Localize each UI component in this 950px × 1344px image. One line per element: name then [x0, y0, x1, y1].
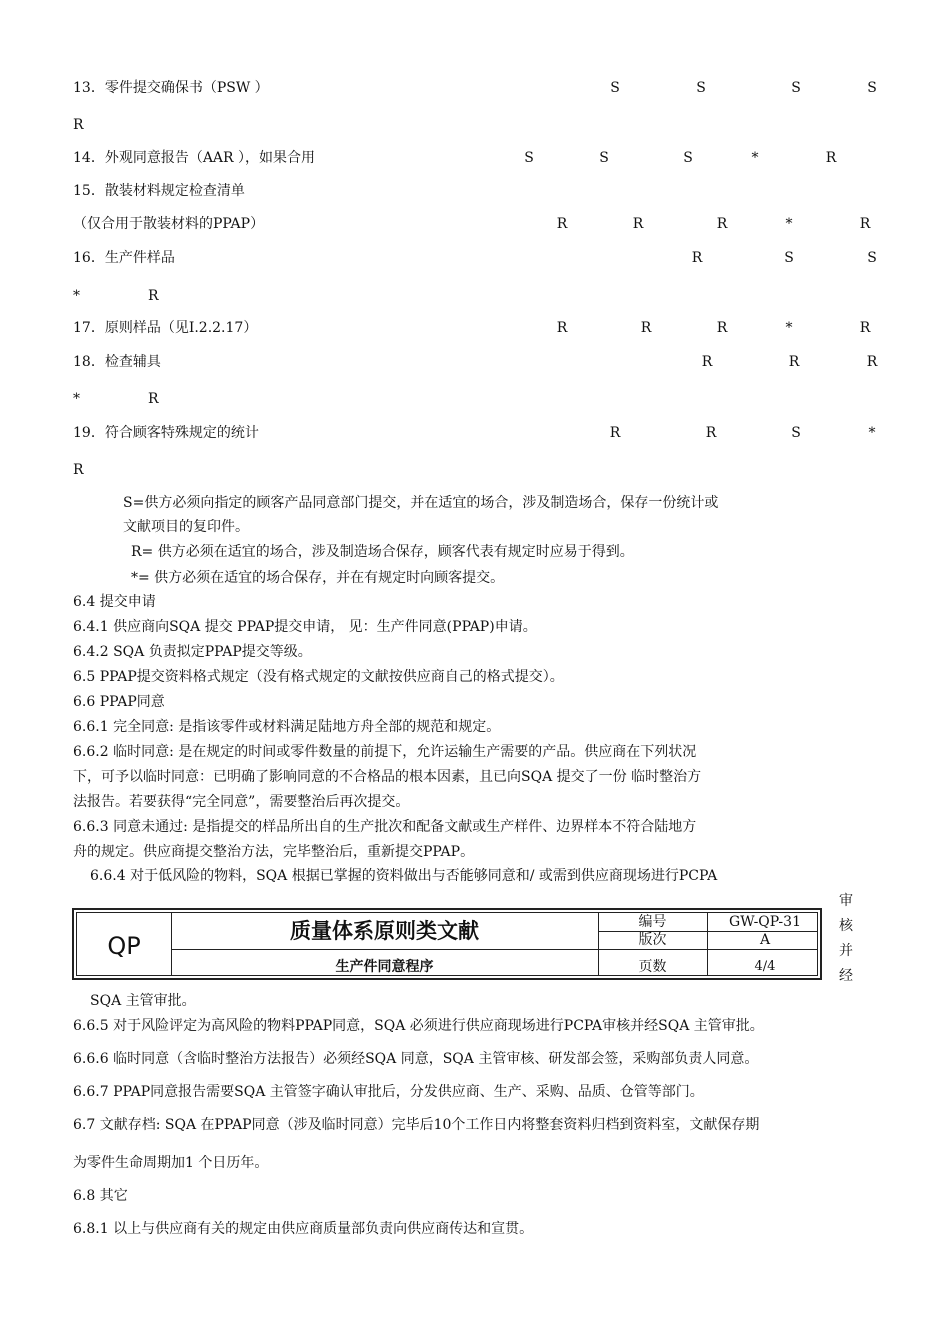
header-page-label: 页数 — [638, 959, 667, 975]
row-17-mark: R — [640, 320, 652, 336]
row-16-wrap-mark: * — [73, 288, 80, 304]
header-code-value: GW-QP-31 — [729, 914, 801, 930]
legend-r: R= 供方必须在适宜的场合，涉及制造场合保存，顾客代表有规定时应易于得到。 — [131, 544, 634, 560]
section-6-6-3-line-1: 6.6.3 同意未通过: 是指提交的样品所出自的生产批次和配备文献或生产样件、边界样本不符合陆地方 — [73, 819, 697, 835]
row-19-mark: S — [791, 425, 801, 441]
legend-star: *= 供方必须在适宜的场合保存，并在有规定时向顾客提交。 — [131, 570, 505, 586]
section-6-6-4: 6.6.4 对于低风险的物料，SQA 根据已掌握的资料做出与否能够同意和/ 或需到供应商现场进行PCPA — [90, 868, 718, 884]
row-19-mark: * — [868, 425, 876, 441]
row-16-label: 16．生产件样品 — [73, 250, 175, 266]
row-13-label: 13．零件提交确保书（PSW ） — [73, 80, 269, 96]
row-19-wrap-mark: R — [73, 462, 84, 478]
section-6-4-2: 6.4.2 SQA 负责拟定PPAP提交等级。 — [73, 644, 312, 660]
section-6-6-4-end: SQA 主管审批。 — [90, 993, 196, 1009]
section-6-6-2-line-1: 6.6.2 临时同意: 是在规定的时间或零件数量的前提下，允许运输生产需要的产品。供应商在下列状况 — [73, 744, 697, 760]
row-19-mark: R — [609, 425, 621, 441]
row-15-sublabel: （仅合用于散装材料的PPAP） — [73, 216, 265, 232]
row-13-mark: S — [791, 80, 801, 96]
row-13-mark: S — [696, 80, 706, 96]
row-16-wrap-mark: R — [148, 288, 159, 304]
row-14-mark: S — [524, 150, 534, 166]
row-18-wrap-mark: R — [148, 391, 159, 407]
row-16-mark: S — [867, 250, 877, 266]
section-6-6-4-side-char: 经 — [839, 968, 853, 984]
section-6-4-1: 6.4.1 供应商向SQA 提交 PPAP提交申请， 见：生产件同意(PPAP)申请。 — [73, 619, 537, 635]
row-15-mark: R — [556, 216, 568, 232]
header-version-label: 版次 — [638, 932, 667, 948]
row-14-mark: S — [683, 150, 693, 166]
header-code-label: 编号 — [638, 914, 667, 930]
section-6-6-7: 6.6.7 PPAP同意报告需要SQA 主管签字确认审批后，分发供应商、生产、采购、品质、仓管等部门。 — [73, 1084, 704, 1100]
section-6-6-4-side-char: 并 — [839, 943, 853, 959]
row-19-mark: R — [705, 425, 717, 441]
header-title: 质量体系原则类文献 — [290, 918, 479, 943]
section-6-6: 6.6 PPAP同意 — [73, 694, 165, 710]
row-19-label: 19．符合顾客特殊规定的统计 — [73, 425, 259, 441]
section-6-6-5: 6.6.5 对于风险评定为高风险的物料PPAP同意，SQA 必须进行供应商现场进行PCPA审核并经SQA 主管审批。 — [73, 1018, 764, 1034]
document-header-table — [72, 908, 822, 980]
section-6-6-4-side-char: 审 — [839, 893, 853, 909]
section-6-8-1: 6.8.1 以上与供应商有关的规定由供应商质量部负责向供应商传达和宣贯。 — [73, 1221, 534, 1237]
row-17-label: 17．原则样品（见I.2.2.17） — [73, 320, 258, 336]
section-6-4: 6.4 提交申请 — [73, 594, 156, 610]
row-14-mark: * — [751, 150, 759, 166]
header-logo: QP — [107, 932, 141, 960]
section-6-6-2-line-2: 下，可予以临时同意：已明确了影响同意的不合格品的根本因素，且已向SQA 提交了一份 临时整治方 — [73, 769, 702, 785]
row-17-mark: R — [556, 320, 568, 336]
section-6-7-line-2: 为零件生命周期加1 个日历年。 — [73, 1155, 269, 1171]
row-14-mark: S — [599, 150, 609, 166]
row-18-label: 18．检查辅具 — [73, 354, 161, 370]
row-17-mark: R — [716, 320, 728, 336]
row-16-mark: R — [691, 250, 703, 266]
section-6-8: 6.8 其它 — [73, 1188, 128, 1204]
section-6-6-3-line-2: 舟的规定。供应商提交整治方法，完毕整治后，重新提交PPAP。 — [73, 844, 475, 860]
section-6-6-6: 6.6.6 临时同意（含临时整治方法报告）必须经SQA 同意，SQA 主管审核、研发部会签，采购部负责人同意。 — [73, 1051, 759, 1067]
row-13-mark: S — [610, 80, 620, 96]
header-version-value: A — [759, 932, 771, 948]
row-15-mark: * — [785, 216, 793, 232]
row-15-mark: R — [859, 216, 871, 232]
section-6-5: 6.5 PPAP提交资料格式规定（没有格式规定的文献按供应商自己的格式提交）。 — [73, 669, 564, 685]
row-18-wrap-mark: * — [73, 391, 80, 407]
row-18-mark: R — [866, 354, 878, 370]
row-13-wrap-mark: R — [73, 117, 84, 133]
row-15-mark: R — [632, 216, 644, 232]
row-16-mark: S — [784, 250, 794, 266]
row-17-mark: * — [785, 320, 793, 336]
header-page-value: 4/4 — [754, 959, 776, 974]
row-17-mark: R — [859, 320, 871, 336]
row-18-mark: R — [788, 354, 800, 370]
legend-s-line-1: S=供方必须向指定的顾客产品同意部门提交，并在适宜的场合，涉及制造场合，保存一份统计或 — [123, 495, 719, 511]
row-14-label: 14．外观同意报告（AAR ），如果合用 — [73, 150, 316, 166]
row-15-label: 15．散装材料规定检查清单 — [73, 183, 245, 199]
section-6-6-4-side-char: 核 — [839, 918, 853, 934]
header-subtitle: 生产件同意程序 — [335, 959, 434, 975]
section-6-6-2-line-3: 法报告。若要获得“完全同意”，需要整治后再次提交。 — [73, 794, 410, 810]
section-6-6-1: 6.6.1 完全同意: 是指该零件或材料满足陆地方舟全部的规范和规定。 — [73, 719, 501, 735]
row-15-mark: R — [716, 216, 728, 232]
row-18-mark: R — [701, 354, 713, 370]
legend-s-line-2: 文献项目的复印件。 — [123, 519, 249, 535]
row-14-mark: R — [825, 150, 837, 166]
row-13-mark: S — [867, 80, 877, 96]
section-6-7-line-1: 6.7 文献存档: SQA 在PPAP同意（涉及临时同意）完毕后10个工作日内将整套资料归档到资料室，文献保存期 — [73, 1117, 760, 1133]
